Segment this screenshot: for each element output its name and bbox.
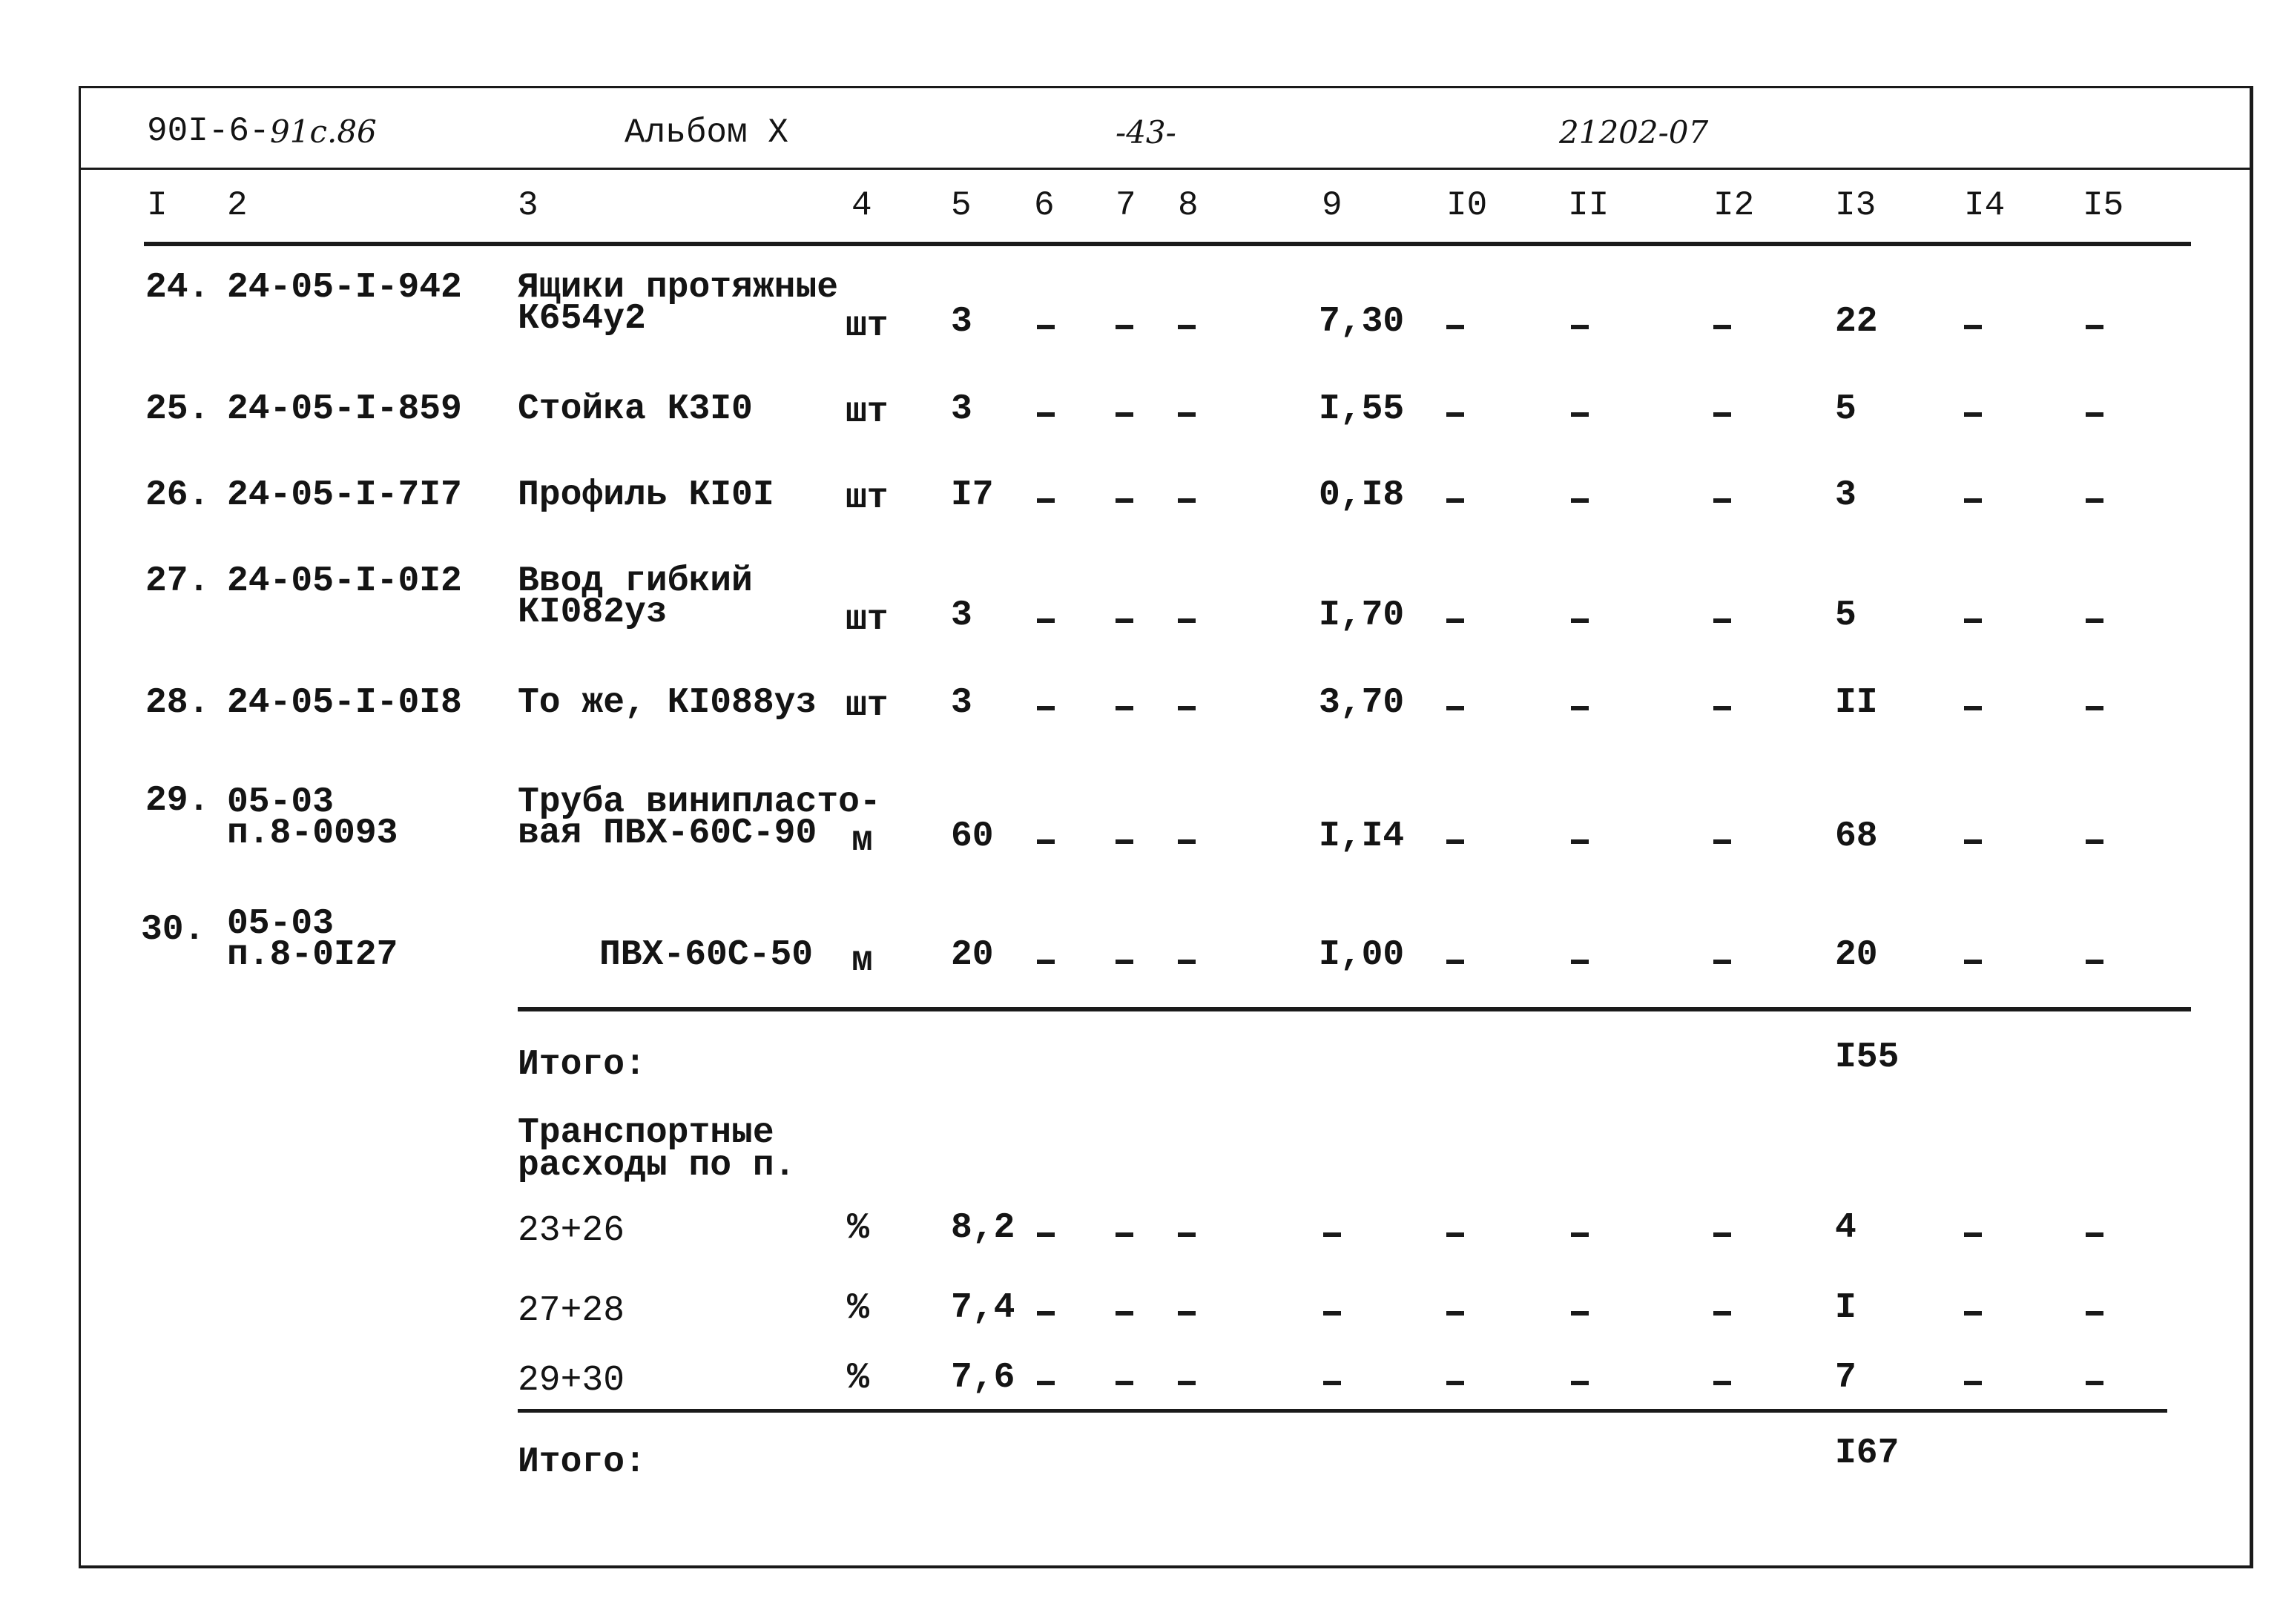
doc-number: 21202-07 (1559, 114, 1709, 151)
row-number: 30. (141, 910, 205, 950)
dash (1571, 325, 1589, 329)
row-value: I,70 (1319, 595, 1405, 636)
dash (1446, 839, 1464, 844)
dash (1446, 498, 1464, 503)
dash (2086, 325, 2103, 329)
row-qty: I7 (951, 475, 994, 515)
row-unit: шт (846, 306, 889, 346)
transport-label: расходы по п. (518, 1146, 796, 1186)
table-frame (79, 86, 2253, 1568)
col-num: 4 (851, 186, 872, 225)
dash (1713, 839, 1731, 844)
dash (1713, 1232, 1731, 1237)
col-num: II (1568, 186, 1609, 225)
total-divider (518, 1409, 2167, 1413)
dash (2086, 498, 2103, 503)
row-unit: шт (846, 686, 889, 726)
dash (1964, 618, 1982, 623)
dash (1178, 960, 1196, 964)
row-name: Ввод гибкий (518, 561, 753, 601)
dash (1037, 1311, 1055, 1316)
row-qty: 3 (951, 595, 972, 636)
row-unit: шт (846, 478, 889, 518)
dash (1713, 960, 1731, 964)
dash (1713, 1311, 1731, 1316)
dash (1178, 1311, 1196, 1316)
row-value: I,I4 (1319, 816, 1405, 856)
transport-cost: 7 (1835, 1358, 1856, 1398)
dash (1178, 412, 1196, 417)
dash (1116, 1232, 1133, 1237)
col-num: 7 (1116, 186, 1136, 225)
dash (1116, 1311, 1133, 1316)
dash (1964, 839, 1982, 844)
row-code: п.8-0093 (227, 813, 398, 854)
percent-sign: % (847, 1287, 870, 1330)
col-num: I0 (1446, 186, 1488, 225)
dash (2086, 839, 2103, 844)
dash (1116, 706, 1133, 710)
dash (1323, 1381, 1341, 1385)
row-cost: 68 (1835, 816, 1878, 856)
col-num: 3 (518, 186, 538, 225)
row-code: 05-03 (227, 904, 335, 944)
dash (1446, 1232, 1464, 1237)
dash (1571, 412, 1589, 417)
transport-rate: 7,6 (951, 1358, 1015, 1398)
percent-sign: % (847, 1207, 870, 1250)
row-value: 3,70 (1319, 683, 1405, 723)
row-cost: II (1835, 683, 1878, 723)
transport-cost: 4 (1835, 1208, 1856, 1248)
row-cost: 22 (1835, 302, 1878, 342)
page-number: -43- (1116, 114, 1176, 151)
dash (1713, 706, 1731, 710)
dash (2086, 706, 2103, 710)
row-number: 25. (145, 389, 210, 429)
row-unit: м (851, 941, 873, 981)
col-num: I2 (1713, 186, 1755, 225)
dash (1178, 325, 1196, 329)
row-code: п.8-0I27 (227, 935, 398, 975)
dash (1446, 325, 1464, 329)
dash (1116, 1381, 1133, 1385)
dash (1571, 839, 1589, 844)
row-qty: 20 (951, 935, 994, 975)
transport-cost: I (1835, 1288, 1856, 1328)
row-code: 05-03 (227, 782, 335, 822)
transport-label: Транспортные (518, 1113, 774, 1153)
dash (2086, 960, 2103, 964)
transport-rate: 8,2 (951, 1208, 1015, 1248)
row-qty: 60 (951, 816, 994, 856)
row-cost: 5 (1835, 389, 1856, 429)
dash (1964, 960, 1982, 964)
col-num: I5 (2083, 186, 2124, 225)
row-qty: 3 (951, 302, 972, 342)
dash (1037, 1381, 1055, 1385)
dash (1178, 839, 1196, 844)
row-number: 26. (145, 475, 210, 515)
dash (1964, 1311, 1982, 1316)
dash (1178, 618, 1196, 623)
dash (1116, 412, 1133, 417)
album-label: Альбом X (625, 113, 788, 152)
row-name: Стойка К3I0 (518, 389, 753, 429)
dash (1446, 1381, 1464, 1385)
col-num: 5 (951, 186, 972, 225)
dash (1571, 1311, 1589, 1316)
row-unit: шт (846, 392, 889, 432)
row-value: I,00 (1319, 935, 1405, 975)
row-name: Труба винипласто- (518, 782, 881, 822)
dash (1037, 839, 1055, 844)
doc-code: 90I-6- (147, 112, 270, 151)
dash (1571, 498, 1589, 503)
row-unit: шт (846, 600, 889, 640)
dash (1571, 1232, 1589, 1237)
dash (1037, 1232, 1055, 1237)
row-value: 7,30 (1319, 302, 1405, 342)
dash (1323, 1311, 1341, 1316)
dash (2086, 1232, 2103, 1237)
dash (1178, 1381, 1196, 1385)
dash (1037, 960, 1055, 964)
row-value: I,55 (1319, 389, 1405, 429)
dash (1116, 839, 1133, 844)
row-code: 24-05-I-859 (227, 389, 462, 429)
doc-code-handwritten: 91c.86 (270, 113, 377, 150)
col-num: I (147, 186, 168, 225)
row-name: Профиль КI0I (518, 475, 774, 515)
row-name: КI082уз (518, 593, 668, 633)
total-label: Итого: (518, 1045, 646, 1085)
col-num: 6 (1034, 186, 1055, 225)
transport-range: 27+28 (518, 1291, 625, 1331)
dash (1571, 1381, 1589, 1385)
col-num: I3 (1835, 186, 1877, 225)
dash (1037, 412, 1055, 417)
dash (1116, 618, 1133, 623)
col-num: 8 (1178, 186, 1199, 225)
dash (1713, 325, 1731, 329)
row-number: 24. (145, 268, 210, 308)
row-cost: 5 (1835, 595, 1856, 636)
row-code: 24-05-I-0I8 (227, 683, 462, 723)
dash (1178, 1232, 1196, 1237)
grand-total-value: I67 (1835, 1433, 1900, 1473)
col-num: 9 (1322, 186, 1342, 225)
total-value: I55 (1835, 1037, 1900, 1077)
dash (1178, 498, 1196, 503)
dash (1964, 412, 1982, 417)
dash (1571, 618, 1589, 623)
dash (1446, 960, 1464, 964)
dash (1323, 1232, 1341, 1237)
row-number: 27. (145, 561, 210, 601)
row-cost: 20 (1835, 935, 1878, 975)
dash (1964, 1232, 1982, 1237)
dash (1713, 1381, 1731, 1385)
dash (2086, 412, 2103, 417)
dash (1713, 498, 1731, 503)
dash (1964, 1381, 1982, 1385)
dash (1964, 325, 1982, 329)
dash (1964, 498, 1982, 503)
row-number: 28. (145, 683, 210, 723)
dash (1037, 618, 1055, 623)
header-divider (79, 168, 2250, 170)
dash (1037, 498, 1055, 503)
dash (1037, 325, 1055, 329)
dash (1964, 706, 1982, 710)
row-value: 0,I8 (1319, 475, 1405, 515)
dash (1037, 706, 1055, 710)
grand-total-label: Итого: (518, 1442, 646, 1482)
row-code: 24-05-I-7I7 (227, 475, 462, 515)
dash (1571, 706, 1589, 710)
dash (1178, 706, 1196, 710)
row-qty: 3 (951, 683, 972, 723)
percent-sign: % (847, 1357, 870, 1399)
row-name: То же, КI088уз (518, 683, 817, 723)
transport-range: 23+26 (518, 1211, 625, 1251)
row-name: ПВХ-60С-50 (599, 935, 814, 975)
dash (1446, 706, 1464, 710)
dash (2086, 1311, 2103, 1316)
dash (1713, 618, 1731, 623)
row-qty: 3 (951, 389, 972, 429)
dash (1571, 960, 1589, 964)
dash (2086, 1381, 2103, 1385)
dash (1116, 960, 1133, 964)
row-name: К654у2 (518, 299, 646, 339)
row-code: 24-05-I-0I2 (227, 561, 462, 601)
transport-range: 29+30 (518, 1361, 625, 1401)
row-cost: 3 (1835, 475, 1856, 515)
dash (1446, 412, 1464, 417)
subtotal-divider (518, 1007, 2191, 1011)
row-code: 24-05-I-942 (227, 268, 462, 308)
row-name: вая ПВХ-60С-90 (518, 813, 817, 854)
row-name: Ящики протяжные (518, 268, 839, 308)
dash (1116, 498, 1133, 503)
dash (1713, 412, 1731, 417)
row-unit: м (851, 821, 873, 861)
dash (1446, 1311, 1464, 1316)
col-num: I4 (1964, 186, 2006, 225)
transport-rate: 7,4 (951, 1288, 1015, 1328)
row-number: 29. (145, 781, 210, 821)
dash (1116, 325, 1133, 329)
col-num: 2 (227, 186, 248, 225)
column-header-divider (144, 242, 2191, 246)
dash (1446, 618, 1464, 623)
dash (2086, 618, 2103, 623)
